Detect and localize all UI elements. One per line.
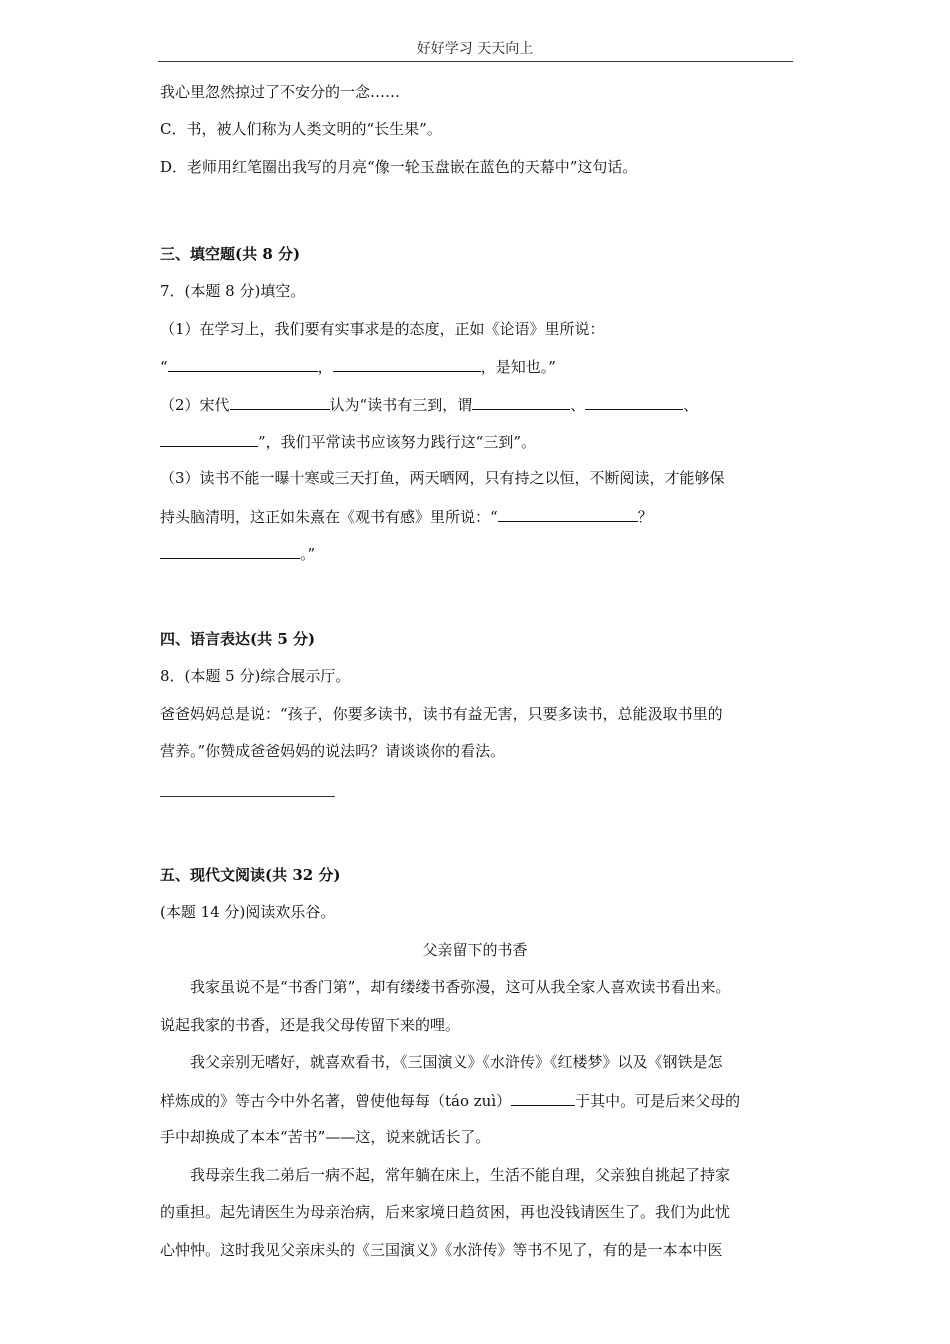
fill-blank[interactable] xyxy=(160,542,300,559)
article-paragraph: 我家虽说不是“书香门第”，却有缕缕书香弥漫，这可从我全家人喜欢读书看出来。 xyxy=(190,978,731,996)
article-line: 手中却换成了本本“苦书”——这，说来就话长了。 xyxy=(160,1128,491,1146)
article-line: 的重担。起先请医生为母亲治病，后来家境日趋贫困，再也没钱请医生了。我们为此忧 xyxy=(160,1203,731,1221)
q7-part2-cont xyxy=(160,430,536,453)
text-span: 。” xyxy=(300,545,316,563)
text-span: 样炼成的》等古今中外名著，曾使他每每（táo zuì） xyxy=(160,1092,512,1110)
q7-part3: （3）读书不能一曝十寒或三天打鱼，两天晒网，只有持之以恒，不断阅读，才能够保 xyxy=(160,469,725,487)
fill-blank[interactable] xyxy=(585,393,683,410)
text-span: ”，我们平常读书应该努力践行这“三到”。 xyxy=(258,433,537,451)
q7-part3-cont xyxy=(160,505,653,528)
article-paragraph: 我父亲别无嗜好，就喜欢看书，《三国演义》《水浒传》《红楼梦》以及《钢铁是怎 xyxy=(190,1053,723,1071)
text-span: 持头脑清明，这正如朱熹在《观书有感》里所说：“ xyxy=(160,508,498,526)
question-8: 8．(本题 5 分)综合展示厅。 xyxy=(160,667,351,685)
section3-heading: 三、填空题(共 8 分) xyxy=(160,245,301,263)
q8-text: 爸爸妈妈总是说：“孩子，你要多读书，读书有益无害，只要多读书，总能汲取书里的 xyxy=(160,705,723,723)
fill-blank[interactable] xyxy=(472,393,570,410)
quote-open: “ xyxy=(160,358,168,376)
page-header: 好好学习 天天向上 xyxy=(416,41,534,57)
section5-heading: 五、现代文阅读(共 32 分) xyxy=(160,866,341,884)
fill-blank[interactable] xyxy=(168,355,318,372)
text-line: 我心里忽然掠过了不安分的一念…… xyxy=(160,83,401,101)
text-span: 、 xyxy=(683,396,699,414)
header-divider xyxy=(158,61,793,62)
reading-intro: (本题 14 分)阅读欢乐谷。 xyxy=(160,903,336,921)
option-d: D．老师用红笔圈出我写的月亮“像一轮玉盘嵌在蓝色的天幕中”这句话。 xyxy=(160,158,638,176)
article-paragraph: 我母亲生我二弟后一病不起，常年躺在床上，生活不能自理，父亲独自挑起了持家 xyxy=(190,1166,731,1184)
text-span: （2）宋代 xyxy=(160,396,230,414)
quote-end: ，是知也。” xyxy=(480,358,556,376)
text-span: ？ xyxy=(637,508,653,526)
fill-blank[interactable] xyxy=(333,355,481,372)
article-line: 说起我家的书香，还是我父母传留下来的哩。 xyxy=(160,1016,461,1034)
text-span: 于其中。可是后来父母的 xyxy=(575,1092,741,1110)
article-line: 心忡忡。这时我见父亲床头的《三国演义》《水浒传》等书不见了，有的是一本本中医 xyxy=(160,1241,723,1259)
text-span: 、 xyxy=(570,396,586,414)
fill-blank[interactable] xyxy=(160,430,258,447)
option-c: C．书，被人们称为人类文明的“长生果”。 xyxy=(160,120,442,138)
article-title: 父亲留下的书香 xyxy=(422,941,528,959)
fill-blank[interactable] xyxy=(511,1089,575,1106)
article-line xyxy=(160,1089,740,1112)
q8-text-cont: 营养。”你赞成爸爸妈妈的说法吗？请谈谈你的看法。 xyxy=(160,742,506,760)
q7-part3-end xyxy=(160,542,315,565)
fill-blank[interactable] xyxy=(498,505,638,522)
q7-part1-blanks xyxy=(160,355,556,378)
section4-heading: 四、语言表达(共 5 分) xyxy=(160,630,316,648)
q7-part1: （1）在学习上，我们要有实事求是的态度，正如《论语》里所说： xyxy=(160,320,605,338)
answer-line[interactable] xyxy=(160,796,335,797)
fill-blank[interactable] xyxy=(230,393,330,410)
question-7: 7．(本题 8 分)填空。 xyxy=(160,282,306,300)
comma: ， xyxy=(317,358,333,376)
q7-part2 xyxy=(160,393,698,416)
text-span: 认为“读书有三到，谓 xyxy=(329,396,473,414)
